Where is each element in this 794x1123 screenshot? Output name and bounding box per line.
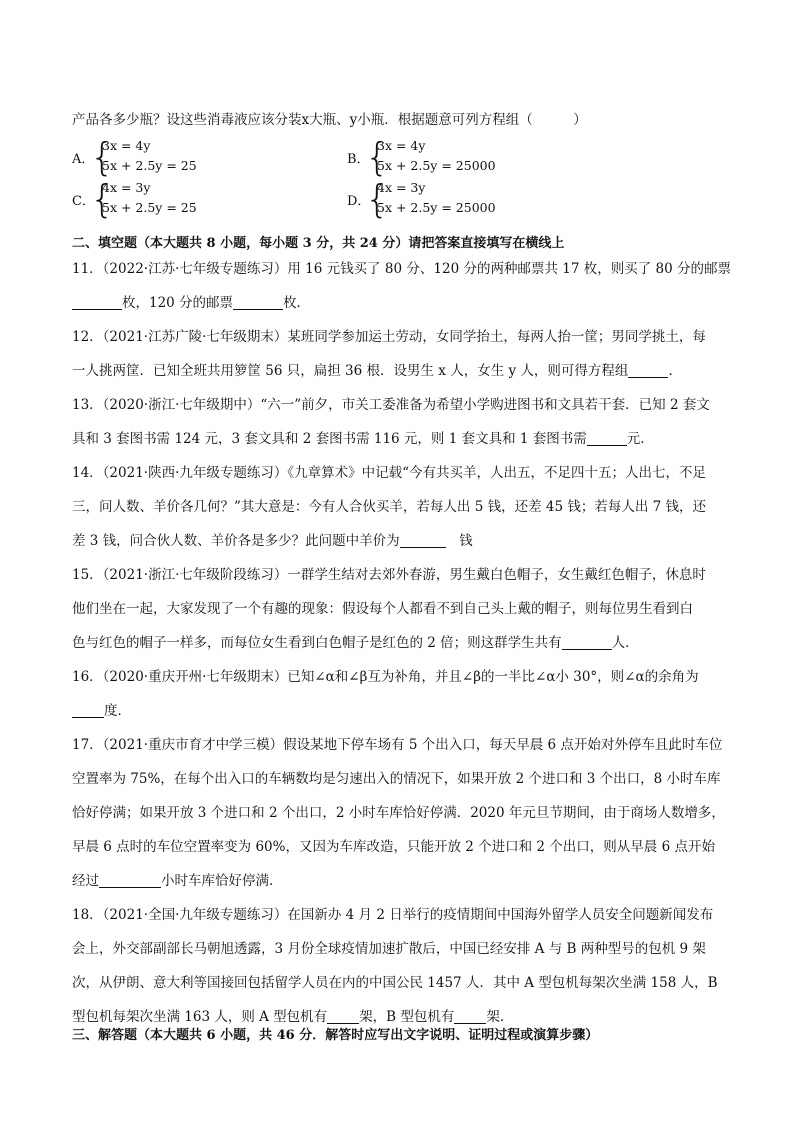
q12-line-2-end: ． [668, 363, 682, 379]
q15-line-3-end: 人． [611, 635, 639, 651]
q13-blank[interactable] [587, 431, 627, 446]
q15-line-1: 15．（2021·浙江·七年级阶段练习）一群学生结对去郊外春游，男生戴白色帽子，女生戴红色帽子，休息时 [72, 567, 706, 583]
option-b-eq1: 3x = 4y [377, 138, 426, 153]
q14-line-2: 三，问人数、羊价各几何？”其大意是：今有人合伙买羊，若每人出 5 钱，还差 45 钱；若每人出 7 钱，还 [72, 499, 707, 515]
option-a-label: A． [72, 152, 95, 167]
q13-line-2: 具和 3 套图书需 124 元，3 套文具和 2 套图书需 116 元，则 1 套文具和 1 套图书需 [72, 431, 587, 447]
q17-line-2: 空置率为 75%，在每个出入口的车辆数均是匀速出入的情况下，如果开放 2 个进口和 3 个出口，8 小时车库 [72, 771, 721, 787]
q15-line-2: 他们坐在一起，大家发现了一个有趣的现象：假设每个人都看不到自己头上戴的帽子，则每位男生看到白 [72, 601, 693, 617]
option-d-eq2: 5x + 2.5y = 25000 [377, 200, 496, 215]
q11-blank-1[interactable] [72, 295, 122, 310]
q18-line-4: 型包机每架次坐满 163 人，则 A 型包机有 [72, 1009, 328, 1025]
question-14 [72, 456, 732, 558]
q16-line-1: 16．（2020·重庆开州·七年级期末）已知∠α和∠β互为补角，并且∠β的一半比∠α小 30°，则∠α的余角为 [72, 669, 699, 685]
q11-blank-2[interactable] [233, 295, 283, 310]
brace-icon: { [90, 177, 115, 221]
option-a-eq1: 3x = 4y [102, 138, 151, 153]
option-b-eq2: 5x + 2.5y = 25000 [377, 158, 496, 173]
question-16 [72, 660, 732, 728]
q17-line-4: 早晨 6 点时的车位空置率变为 60%，又因为车库改造，只能开放 2 个进口和 2 个出口，则从早晨 6 点开始 [72, 839, 715, 855]
q17-line-3: 恰好停满；如果开放 3 个进口和 2 个出口，2 小时车库恰好停满．2020 年元旦节期间，由于商场人数增多， [72, 805, 725, 821]
q11-line-1: 11．（2022·江苏·七年级专题练习）用 16 元钱买了 80 分、120 分的两种邮票共 17 枚，则买了 80 分的邮票 [72, 261, 731, 277]
q17-blank[interactable] [99, 873, 161, 888]
q18-line-4-end: 架． [486, 1009, 514, 1025]
option-a[interactable] [72, 136, 332, 180]
option-c-eq2: 5x + 2.5y = 25 [102, 200, 197, 215]
question-13 [72, 388, 732, 456]
q14-blank[interactable] [400, 533, 446, 548]
option-d-eq1: 4x = 3y [377, 180, 426, 195]
q16-line-2-end: 度． [104, 703, 131, 719]
section-2-heading: 二、填空题（本大题共 8 小题，每小题 3 分，共 24 分）请把答案直接填写在横线上 [72, 236, 565, 251]
q15-line-3: 色与红色的帽子一样多，而每位女生看到白色帽子是红色的 2 倍；则这群学生共有 [72, 635, 562, 651]
option-d[interactable] [347, 178, 607, 222]
brace-icon: { [365, 135, 390, 179]
q11-line-2: 枚，120 分的邮票 [122, 295, 234, 311]
q12-line-1: 12．（2021·江苏广陵·七年级期末）某班同学参加运土劳动，女同学抬土，每两人抬一筐；男同学挑土，每 [72, 329, 706, 345]
brace-icon: { [365, 177, 390, 221]
q18-line-2: 会上，外交部副部长马朝旭透露，3 月份全球疫情加速扩散后，中国已经安排 A 与 B 两种型号的包机 9 架 [72, 941, 706, 957]
q17-line-5-end: 小时车库恰好停满． [161, 873, 283, 889]
q14-line-1: 14．（2021·陕西·九年级专题练习）《九章算术》中记载“今有共买羊，人出五，不足四十五；人出七，不足 [72, 465, 707, 481]
option-d-label: D． [347, 194, 371, 209]
question-11 [72, 252, 732, 320]
option-c-label: C． [72, 194, 95, 209]
q14-line-3: 差 3 钱，问合伙人数、羊价各是多少？此问题中羊价为 [72, 533, 400, 549]
q17-line-5: 经过 [72, 873, 99, 889]
q14-line-3-end: 钱 [445, 533, 473, 549]
q15-blank[interactable] [562, 635, 612, 650]
question-15 [72, 558, 732, 660]
brace-icon: { [90, 135, 115, 179]
question-18 [72, 898, 732, 1034]
option-a-eq2: 5x + 2.5y = 25 [102, 158, 197, 173]
question-10-intro: 产品各多少瓶？设这些消毒液应该分装x大瓶、y小瓶．根据题意可列方程组（ ） [72, 112, 587, 128]
option-b-label: B． [347, 152, 370, 167]
question-17 [72, 728, 732, 898]
q17-line-1: 17．（2021·重庆市育才中学三模）假设某地下停车场有 5 个出入口，每天早晨 6 点开始对外停车且此时车位 [72, 737, 723, 753]
q18-line-1: 18．（2021·全国·九年级专题练习）在国新办 4 月 2 日举行的疫情期间中国海外留学人员安全问题新闻发布 [72, 907, 714, 923]
q18-line-4-mid: 架，B 型包机有 [359, 1009, 455, 1025]
q12-blank[interactable] [628, 363, 668, 378]
q18-line-3: 次，从伊朗、意大利等国接回包括留学人员在内的中国公民 1457 人．其中 A 型包机每架次坐满 158 人，B [72, 975, 718, 991]
section-3-heading: 三、解答题（本大题共 6 小题，共 46 分．解答时应写出文字说明、证明过程或演算步骤） [72, 1028, 599, 1043]
option-c[interactable] [72, 178, 332, 222]
q16-blank[interactable] [72, 703, 104, 718]
q11-line-2-end: 枚． [283, 295, 311, 311]
question-12 [72, 320, 732, 388]
q18-blank-1[interactable] [327, 1009, 359, 1024]
q13-line-2-end: 元． [626, 431, 654, 447]
option-b[interactable] [347, 136, 607, 180]
q18-blank-2[interactable] [454, 1009, 486, 1024]
q12-line-2: 一人挑两筐．已知全班共用箩筐 56 只，扁担 36 根．设男生 x 人，女生 y 人，则可得方程组 [72, 363, 629, 379]
option-c-eq1: 4x = 3y [102, 180, 151, 195]
q13-line-1: 13．（2020·浙江·七年级期中）“六一”前夕，市关工委准备为希望小学购进图书和文具若干套．已知 2 套文 [72, 397, 710, 413]
